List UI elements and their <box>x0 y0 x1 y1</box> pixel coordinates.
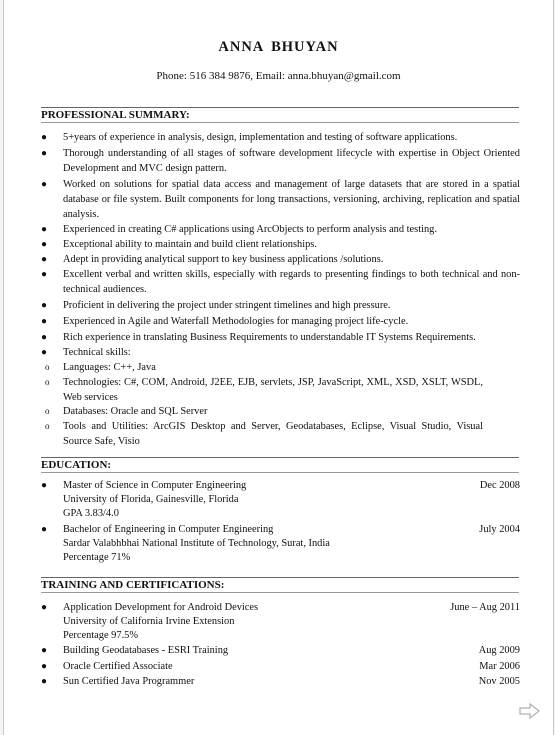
bullet-icon: ● <box>41 347 48 358</box>
date: June – Aug 2011 <box>450 602 520 613</box>
degree: Master of Science in Computer Engineering <box>63 480 247 491</box>
arrow-right-icon[interactable] <box>519 703 541 719</box>
sub-bullet-icon: o <box>45 406 50 416</box>
education-entry <box>41 479 520 523</box>
date: Nov 2005 <box>478 676 520 687</box>
bullet-icon: ● <box>41 300 48 311</box>
sub-bullet-icon: o <box>45 362 50 372</box>
institution: Sardar Valabhbhai National Institute of Technology, Surat, India <box>63 538 330 549</box>
date: July 2004 <box>479 524 520 535</box>
candidate-name: ANNA BHUYAN <box>218 39 339 55</box>
bullet-icon: ● <box>41 332 48 343</box>
date: Mar 2006 <box>479 661 520 672</box>
summary-heading: PROFESSIONAL SUMMARY: <box>41 107 519 123</box>
education-entry <box>41 523 520 567</box>
date: Aug 2009 <box>478 645 520 656</box>
bullet-icon: ● <box>41 224 48 235</box>
sub-bullet-icon: o <box>45 421 50 431</box>
training-entry <box>41 601 520 645</box>
bullet-icon: ● <box>41 148 48 159</box>
grade: Percentage 71% <box>63 552 131 563</box>
bullet-icon: ● <box>41 480 48 491</box>
resume-page: ANNA BHUYAN Phone: 516 384 9876, Email: anna.bhuyan@gmail.com PROFESSIONAL SUMMARY: ● 5+years of experience in analysis, design, implementation and testing of software applications. ● Thorough understanding of all stages of software development lifecycle with expertise in Object Oriented Development and MVC design pattern. ● Worked on solutions for spatial data access and management of large datasets that are stored in a spatial database or file system. Built components for long transactions, versioning, archiving, replication and spatial analysis. ● Experienced in creating C# applications using ArcObjects to perform analysis and testing. ● Exceptional ability to maintain and build client relationships. ● Adept in providing analytical support to key business applications /solutions. ● Excellent verbal and written skills, especially with regards to presenting findings to both technical and non-technical audiences. ● Proficient in delivering the project under stringent timelines and high pressure. ● Experienced in Agile and Waterfall Methodologies for managing project life-cycle. ● Rich experience in translating Business Requirements to understandable IT Systems Requirements. ● Technical skills: o Languages: C++, Java o Technologies: C#, COM, Android, J2EE, EJB, servlets, JSP, JavaScript, XML, XSD, XSLT, WSDL, Web services o Databases: Oracle and SQL Server o Tools and Utilities: ArcGIS Desktop and Server, Geodatabases, Eclipse, Visual Studio, Visual Source Safe, Visio EDUCATION: ● Master of Science in Computer Engineering University of Florida, Gainesville, Florida GPA 3.83/4.0 Dec 2008 ● Bachelor of Engineering in Computer Engineering Sardar Valabhbhai National Institute of Technology, Surat, India Percentage 71% July 2004 TRAINING AND CERTIFICATIONS: ● Application Development for Android Devices University of California Irvine Extension Percentage 97.5% June – Aug 2011 ● Building Geodatabases - ESRI Training Aug 2009 ● Oracle Certified Associate Mar 2006 ● Sun Certified Java Programmer Nov 2005 <box>3 0 554 735</box>
bullet-icon: ● <box>41 316 48 327</box>
grade: Percentage 97.5% <box>63 630 139 641</box>
degree: Bachelor of Engineering in Computer Engineering <box>63 524 274 535</box>
contact-line: Phone: 516 384 9876, Email: anna.bhuyan@gmail.com <box>156 70 401 82</box>
course: Sun Certified Java Programmer <box>63 676 195 687</box>
bullet-icon: ● <box>41 132 48 143</box>
sub-bullet-icon: o <box>45 377 50 387</box>
bullet-icon: ● <box>41 602 48 613</box>
bullet-icon: ● <box>41 254 48 265</box>
institution: University of Florida, Gainesville, Florida <box>63 494 239 505</box>
bullet-icon: ● <box>41 239 48 250</box>
training-entry <box>41 644 520 659</box>
course: Building Geodatabases - ESRI Training <box>63 645 229 656</box>
grade: GPA 3.83/4.0 <box>63 508 119 519</box>
training-heading: TRAINING AND CERTIFICATIONS: <box>41 577 519 593</box>
bullet-icon: ● <box>41 524 48 535</box>
course: Application Development for Android Devices <box>63 602 259 613</box>
course: Oracle Certified Associate <box>63 661 173 672</box>
education-heading: EDUCATION: <box>41 457 519 473</box>
bullet-icon: ● <box>41 269 48 280</box>
bullet-icon: ● <box>41 179 48 190</box>
bullet-icon: ● <box>41 676 48 687</box>
bullet-icon: ● <box>41 645 48 656</box>
training-entry <box>41 675 520 690</box>
date: Dec 2008 <box>479 480 520 491</box>
bullet-icon: ● <box>41 661 48 672</box>
provider: University of California Irvine Extension <box>63 616 235 627</box>
training-entry <box>41 660 520 675</box>
